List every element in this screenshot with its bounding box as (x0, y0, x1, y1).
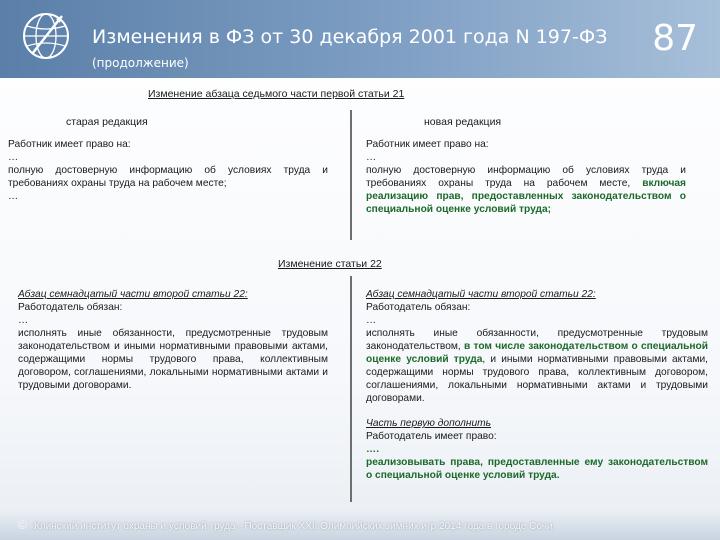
section1-title: Изменение абзаца седьмого части первой статьи 21 (148, 88, 405, 100)
copyright-icon: © (18, 518, 27, 532)
section2-title: Изменение статьи 22 (278, 258, 382, 270)
text-line: Часть первую дополнить (366, 418, 492, 429)
text-line: Работник имеет право на: (366, 139, 489, 150)
text-line: Работодатель имеет право: (366, 431, 497, 442)
text-line (366, 164, 686, 216)
section1-new-text (366, 138, 686, 216)
text-span: полную достоверную информацию об условиях труда и требованиях охраны труда на рабочем месте, (366, 165, 686, 189)
text-line: исполнять иные обязанности, предусмотренные трудовым законодательством и иными нормативными правовыми актами, содержащими нормы трудового права, коллективным договором, соглашениями, локальными нормативными актами и трудовыми договорами. (18, 328, 328, 391)
footer-bar (0, 510, 720, 540)
footer-text: Клинский институт охраны и условий труда - Поставщик XXII Олимпийских зимних игр 2014 года в городе Сочи (34, 521, 553, 532)
new-version-label: новая редакция (424, 116, 502, 128)
text-line: … (366, 152, 377, 163)
text-line: Абзац семнадцатый части второй статьи 22: (18, 289, 248, 300)
text-line: … (8, 191, 19, 202)
text-line: Абзац семнадцатый части второй статьи 22: (366, 289, 596, 300)
highlighted-change: реализовывать права, предоставленные ему законодательством о специальной оценке условий труда. (366, 457, 708, 481)
text-line (366, 327, 708, 405)
header-banner (0, 0, 720, 78)
section1-old-text (8, 138, 328, 203)
text-span: исполнять иные обязанности, предусмотренные трудовым законодательством, (366, 328, 708, 352)
text-line: полную достоверную информацию об условиях труда и требованиях охраны труда на рабочем месте; (8, 165, 328, 189)
text-line: … (8, 152, 19, 163)
text-line: Работодатель обязан: (366, 302, 471, 313)
globe-logo-icon (18, 8, 74, 64)
text-line: …. (366, 444, 380, 455)
section2-divider (350, 276, 352, 502)
slide-subtitle: (продолжение) (92, 56, 189, 70)
highlighted-change: включая реализацию прав, предоставленных законодательством о специальной оценке условий труда; (366, 178, 686, 215)
highlighted-change: в том числе законодательством о специальной оценке условий труда (366, 341, 708, 365)
page-number: 87 (652, 18, 698, 59)
old-version-label: старая редакция (66, 116, 148, 128)
section2-old-text (18, 288, 328, 392)
text-line: … (366, 315, 377, 326)
slide-title: Изменения в ФЗ от 30 декабря 2001 года N 197-ФЗ (92, 26, 608, 48)
text-line: Работодатель обязан: (18, 302, 123, 313)
text-span: , и иными нормативными правовыми актами, содержащими нормы трудового права, коллективным договором, соглашениями, локальными нормативными актами и трудовыми договорами. (366, 354, 708, 404)
section2-new-text (366, 288, 708, 482)
text-line: … (18, 315, 29, 326)
text-line: Работник имеет право на: (8, 139, 131, 150)
section1-divider (350, 110, 352, 240)
